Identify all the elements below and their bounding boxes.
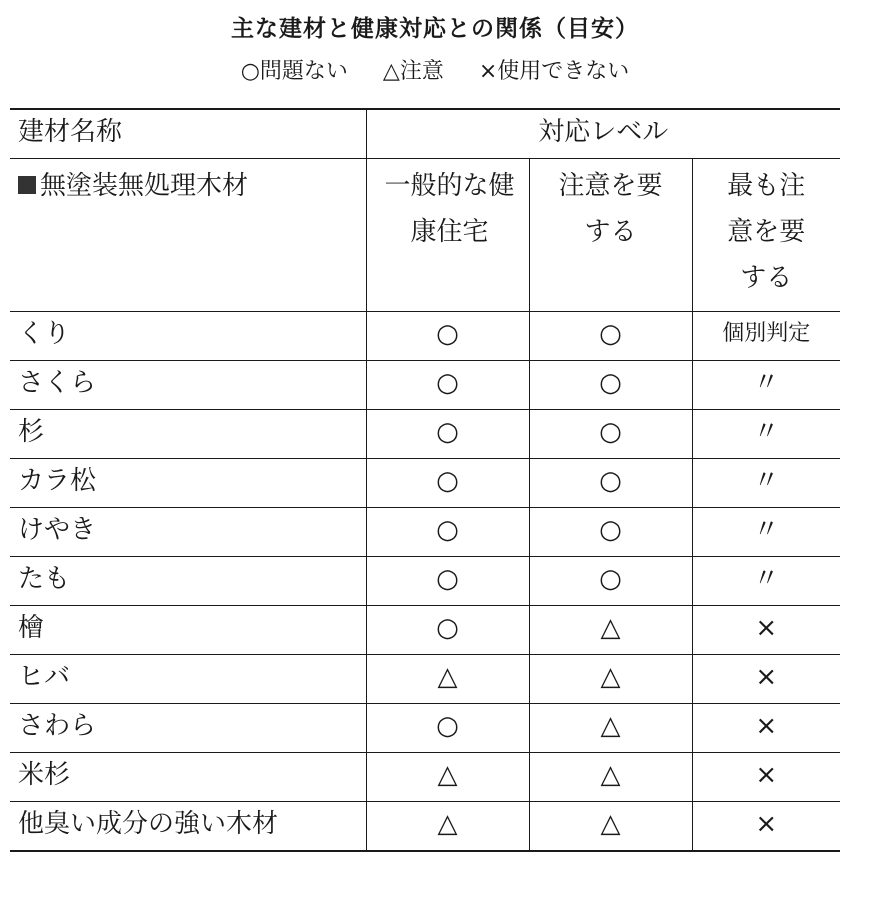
- material-table: [10, 108, 840, 852]
- table-row: [10, 410, 840, 459]
- table-row: [10, 655, 840, 704]
- level-strict-value: 〃: [692, 459, 840, 508]
- level-general-value: ○: [366, 606, 529, 655]
- material-name: カラ松: [10, 459, 366, 508]
- table-row: [10, 508, 840, 557]
- table-row: [10, 557, 840, 606]
- level-strict-value: ×: [692, 802, 840, 852]
- material-name: 杉: [10, 410, 366, 459]
- level-general-value: △: [366, 802, 529, 852]
- level-caution-value: ○: [529, 508, 692, 557]
- legend-ok: ○問題ない: [240, 59, 348, 84]
- level-caution-value: ○: [529, 557, 692, 606]
- level-general-value: ○: [366, 557, 529, 606]
- level-caution-value: ○: [529, 361, 692, 410]
- level-caution-value: △: [529, 606, 692, 655]
- legend-caution: △注意: [382, 59, 444, 84]
- material-name: さくら: [10, 361, 366, 410]
- level-strict-value: ×: [692, 704, 840, 753]
- level-caution-value: ○: [529, 410, 692, 459]
- level-general-value: ○: [366, 459, 529, 508]
- material-name: けやき: [10, 508, 366, 557]
- level-general-value: ○: [366, 410, 529, 459]
- level-general: 一般的な健康住宅: [366, 159, 529, 312]
- material-name: 米杉: [10, 753, 366, 802]
- level-caution: 注意を要する: [529, 159, 692, 312]
- table-row: [10, 704, 840, 753]
- material-name: 檜: [10, 606, 366, 655]
- level-general-value: ○: [366, 312, 529, 361]
- level-strict-value: ×: [692, 606, 840, 655]
- material-name: さわら: [10, 704, 366, 753]
- level-strict-value: ×: [692, 655, 840, 704]
- level-strict-value: ×: [692, 753, 840, 802]
- material-name: 他臭い成分の強い木材: [10, 802, 366, 852]
- level-strict-value: 個別判定: [692, 312, 840, 361]
- level-strict-value: 〃: [692, 508, 840, 557]
- material-name: くり: [10, 312, 366, 361]
- level-general-value: ○: [366, 361, 529, 410]
- level-general-value: △: [366, 655, 529, 704]
- level-caution-value: ○: [529, 312, 692, 361]
- level-general-value: ○: [366, 508, 529, 557]
- table-row: [10, 606, 840, 655]
- table-row: [10, 753, 840, 802]
- subheader-row: [10, 159, 840, 312]
- level-strict: 最も注意を要する: [692, 159, 840, 312]
- level-general-value: ○: [366, 704, 529, 753]
- category-cell: [10, 159, 366, 312]
- col-level-header: 対応レベル: [366, 109, 840, 159]
- header-row: [10, 109, 840, 159]
- material-name: ヒバ: [10, 655, 366, 704]
- col-material-header: 建材名称: [10, 109, 366, 159]
- level-strict-value: 〃: [692, 410, 840, 459]
- table-row: [10, 312, 840, 361]
- level-caution-value: △: [529, 802, 692, 852]
- level-strict-value: 〃: [692, 361, 840, 410]
- level-strict-value: 〃: [692, 557, 840, 606]
- table-row: [10, 459, 840, 508]
- page-title: 主な建材と健康対応との関係（目安）: [231, 16, 639, 42]
- level-caution-value: △: [529, 753, 692, 802]
- table-row: [10, 361, 840, 410]
- level-caution-value: ○: [529, 459, 692, 508]
- table-row: [10, 802, 840, 852]
- level-general-value: △: [366, 753, 529, 802]
- level-caution-value: △: [529, 704, 692, 753]
- category-label: 無塗装無処理木材: [40, 171, 249, 201]
- material-name: たも: [10, 557, 366, 606]
- level-caution-value: △: [529, 655, 692, 704]
- square-bullet-icon: [18, 176, 36, 194]
- legend-unusable: ×使用できない: [478, 59, 630, 84]
- legend: [0, 54, 870, 85]
